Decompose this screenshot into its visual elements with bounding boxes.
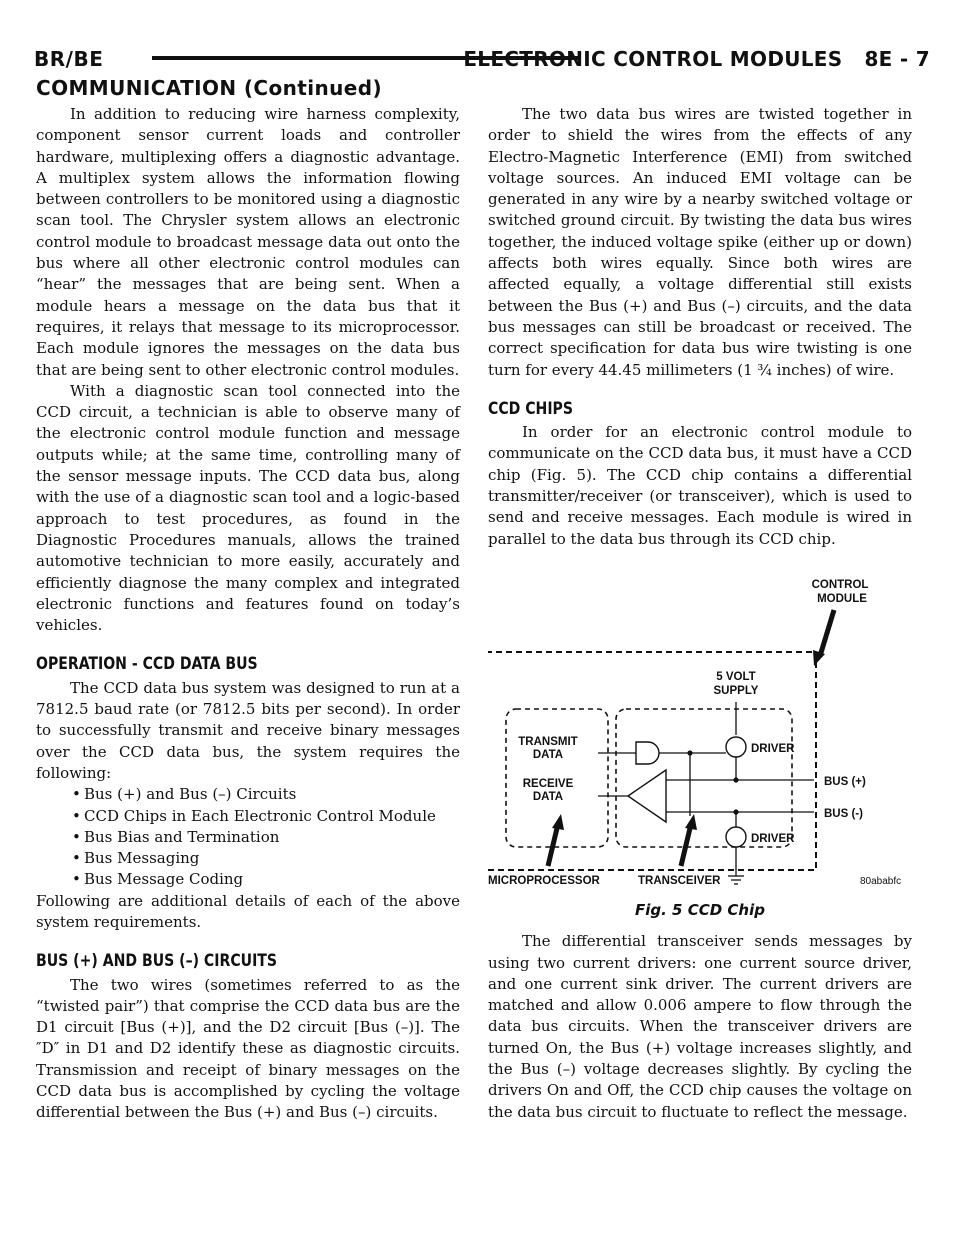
paragraph: The CCD data bus system was designed to run at a 7812.5 baud rate (or 7812.5 bits per second). In order to successfully transmit and receive binary messages over the CCD data bus, the system requires the following:: [36, 678, 460, 782]
label-receive-1: RECEIVE: [522, 777, 574, 790]
label-transceiver: TRANSCEIVER: [638, 874, 721, 887]
bottom-driver-symbol: [726, 827, 746, 847]
label-bus-plus: BUS (+): [824, 775, 866, 788]
label-transmit-2: DATA: [532, 748, 564, 761]
header-chapter-title: ELECTRONIC CONTROL MODULES: [463, 47, 843, 71]
label-driver-top: DRIVER: [751, 742, 795, 755]
paragraph: The two wires (sometimes referred to as the “twisted pair”) that comprise the CCD data bus are the D1 circuit [Bus (+)], and the D2 circuit [Bus (–)]. The ″D″ in D1 and D2 identify these as diagnostic circuits. Transmission and receipt of binary messages on the CCD data bus is accomplished by cycling the voltage differential between the Bus (+) and Bus (–) circuits.: [36, 975, 460, 1122]
paragraph: In order for an electronic control module to communicate on the CCD data bus, it must have a CCD chip (Fig. 5). The CCD chip contains a differential transmitter/receiver (or transceiver), which is used to send and receive messages. Each module is wired in parallel to the data bus through its CCD chip.: [488, 423, 912, 548]
paragraph: With a diagnostic scan tool connected into the CCD circuit, a technician is able to observe many of the electronic control module function and message outputs while; at the same time, controlling many of the sensor message inputs. The CCD data bus, along with the use of a diagnostic scan tool and a logic-based approach to test procedures, as found in the Diagnostic Procedures manuals, allows the trained automotive technician to more easily, accurately and efficiently diagnose the many complex and integrated electronic functions and features found on today’s vehicles.: [36, 381, 460, 635]
transceiver-boundary: [616, 709, 792, 847]
figure-ccd-chip: [488, 564, 912, 894]
arrow-control-module: [820, 610, 834, 656]
paragraph: In addition to reducing wire harness complexity, component sensor current loads and controller hardware, multiplexing offers a diagnostic advantage. A multiplex system allows the information flowing between controllers to be monitored using a diagnostic scan tool. The Chrysler system allows an electronic control module to broadcast message data out onto the bus where all other electronic control modules can “hear” the messages that are being sent. When a module hears a message on the data bus that it requires, it relays that message to its microprocessor. Each module ignores the messages on the data bus that are being sent to other electronic control modules.: [36, 105, 460, 379]
top-driver-symbol: [726, 737, 746, 757]
list-item: • Bus (+) and Bus (–) Circuits: [72, 784, 460, 805]
page-number: 8E - 7: [864, 47, 930, 71]
label-control-module-1: CONTROL: [811, 578, 869, 591]
junction-dot: [733, 777, 738, 782]
receiver-comparator-symbol: [628, 770, 666, 822]
heading-bus-circuits: BUS (+) AND BUS (–) CIRCUITS: [36, 951, 278, 972]
arrowhead: [685, 814, 697, 830]
header-chapter: [463, 47, 930, 71]
figure-code: 80ababfc: [860, 875, 902, 887]
heading-ccd-chips: CCD CHIPS: [488, 398, 574, 419]
heading-operation: OPERATION - CCD DATA BUS: [36, 654, 258, 675]
header-model: BR/BE: [34, 47, 104, 71]
list-item: • CCD Chips in Each Electronic Control Module: [72, 806, 460, 827]
paragraph: Following are additional details of each of the above system requirements.: [36, 891, 460, 931]
label-supply-2: SUPPLY: [713, 684, 759, 697]
ccd-chip-diagram: [488, 564, 912, 894]
list-item: • Bus Bias and Termination: [72, 827, 460, 848]
list-item: • Bus Message Coding: [72, 869, 460, 890]
arrow-microprocessor: [548, 824, 558, 866]
list-item: • Bus Messaging: [72, 848, 460, 869]
arrow-transceiver: [681, 824, 691, 866]
right-column: [488, 104, 912, 1123]
page-header: [34, 38, 930, 74]
paragraph: The two data bus wires are twisted together in order to shield the wires from the effects of any Electro-Magnetic Interference (EMI) from switched voltage sources. An induced EMI voltage can be generated in any wire by a nearby switched voltage or switched ground circuit. By twisting the data bus wires together, the induced voltage spike (either up or down) affects both wires equally. Since both wires are affected equally, a voltage differential still exists between the Bus (+) and Bus (–) circuits, and the data bus messages can still be broadcast or received. The correct specification for data bus wire twisting is one turn for every 44.45 millimeters (1 ¾ inches) of wire.: [488, 105, 912, 379]
and-gate-symbol: [636, 742, 659, 764]
section-title: COMMUNICATION (Continued): [36, 76, 383, 100]
label-control-module-2: MODULE: [817, 592, 867, 605]
figure-caption: Fig. 5 CCD Chip: [635, 900, 765, 919]
label-bus-minus: BUS (-): [824, 807, 863, 820]
requirements-list: [36, 784, 460, 890]
left-column: [36, 104, 460, 1124]
label-microprocessor: MICROPROCESSOR: [488, 874, 600, 887]
paragraph: The differential transceiver sends messages by using two current drivers: one current source driver, and one current sink driver. The current drivers are matched and allow 0.006 ampere to flow through the data bus circuits. When the transceiver drivers are turned On, the Bus (+) voltage increases slightly, and the Bus (–) voltage decreases slightly. By cycling the drivers On and Off, the CCD chip causes the voltage on the data bus circuit to fluctuate to reflect the message.: [488, 932, 912, 1121]
label-supply-1: 5 VOLT: [716, 670, 756, 683]
label-transmit-1: TRANSMIT: [518, 735, 578, 748]
arrowhead: [552, 814, 564, 830]
label-receive-2: DATA: [532, 790, 564, 803]
label-driver-bottom: DRIVER: [751, 832, 795, 845]
